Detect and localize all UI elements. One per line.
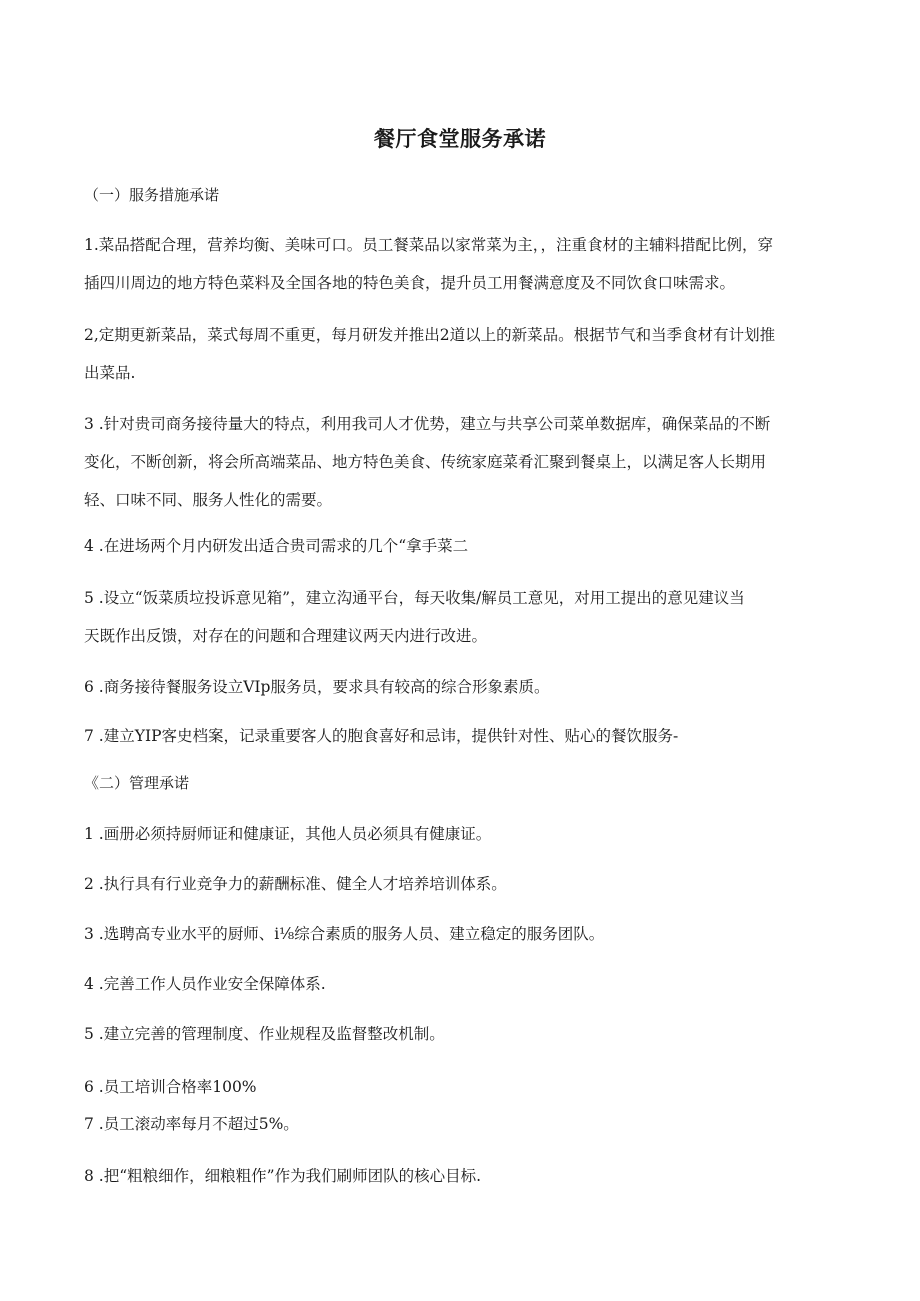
paragraph-line: 轻、口味不同、服务人性化的需要。 [84,491,333,509]
management-item-1: 1 .画册必须持厨师证和健康证，其他人员必须具有健康证。 [84,825,492,843]
paragraph-line: 7 .建立YIP客史档案，记录重要客人的胞食喜好和忌讳，提供针对性、贴心的餐饮服务- [84,727,679,745]
paragraph-line: 6 .商务接待餐服务设立VIp服务员，要求具有较高的综合形象素质。 [84,678,550,696]
service-item-7 [84,717,844,755]
service-item-3 [84,405,844,519]
paragraph-line: 变化，不断创新，将会所高端菜品、地方特色美食、传统家庭菜肴汇聚到餐桌上，以满足客人长期用 [84,453,767,471]
management-item-5: 5 .建立完善的管理制度、作业规程及监督整改机制。 [84,1025,445,1043]
management-item-6: 6 .员工培训合格率100% [84,1078,257,1096]
management-item-8: 8 .把“粗粮细作，细粮粗作”作为我们刷师团队的核心目标. [84,1167,481,1185]
paragraph-line: 4 .在进场两个月内研发出适合贵司需求的几个“拿手菜二 [84,537,469,555]
paragraph-line: 2,定期更新菜品，菜式每周不重更，每月研发并推出2道以上的新菜品。根据节气和当季食材有计划推 [84,326,776,344]
section-heading-service: （一）服务措施承诺 [84,186,220,204]
management-item-2: 2 .执行具有行业竞争力的薪酬标准、健全人才培养培训体系。 [84,875,507,893]
service-item-1 [84,226,844,302]
paragraph-line: 5 .设立“饭菜质垃投诉意见箱”，建立沟通平台，每天收集/解员工意见，对用工提出的意见建议当 [84,589,745,607]
service-item-2 [84,316,844,392]
paragraph-line: 1.菜品搭配合理，营养均衡、美味可口。员工餐菜品以家常菜为主，，注重食材的主辅料措配比例，穿 [84,236,774,254]
section-heading-management: 《二）管理承诺 [84,774,190,792]
paragraph-line: 插四川周边的地方特色菜料及全国各地的特色美食，提升员工用餐满意度及不同饮食口味需求。 [84,274,736,292]
service-item-4 [84,527,844,565]
paragraph-line: 出菜品. [84,364,136,382]
page-title: 餐厅食堂服务承诺 [374,127,546,151]
service-item-6 [84,668,844,706]
paragraph-line: 天既作出反馈，对存在的问题和合理建议两天内进行改进。 [84,627,488,645]
management-item-7: 7 .员工滚动率每月不超过5%。 [84,1115,299,1133]
management-item-4: 4 .完善工作人员作业安全保障体系. [84,975,326,993]
service-item-5 [84,579,844,655]
paragraph-line: 3 .针对贵司商务接待量大的特点，利用我司人才优势，建立与共享公司菜单数据库，确保菜品的不断 [84,415,771,433]
management-item-3: 3 .选聘高专业水平的厨师、i⅛综合素质的服务人员、建立稳定的服务团队。 [84,925,605,943]
